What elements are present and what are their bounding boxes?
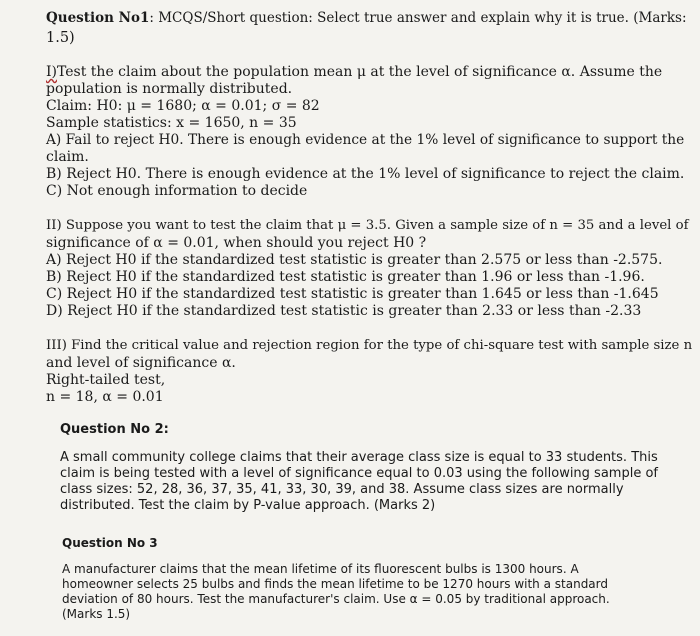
q1-heading-text: : MCQS/Short question: Select true answer and explain why it is true. (Marks: (149, 10, 687, 26)
q1-part3-params: n = 18, α = 0.01 (46, 389, 164, 405)
q1-part2-option-b: B) Reject H0 if the standardized test statistic is greater than 1.96 or less than -1.96. (46, 269, 645, 285)
q3-heading: Question No 3 (62, 536, 158, 550)
q1-part1-option-a: A) Fail to reject H0. There is enough evidence at the 1% level of significance to support the (46, 132, 685, 148)
q1-part3-question: III) Find the critical value and rejection region for the type of chi-square test with sample size n (46, 338, 693, 353)
q1-part1-marker: I) (46, 64, 57, 80)
q1-part1-sample-stats: Sample statistics: x = 1650, n = 35 (46, 115, 297, 131)
q3-line-3: deviation of 80 hours. Test the manufacturer's claim. Use α = 0.05 by traditional approach. (62, 592, 610, 606)
q2-line-4: distributed. Test the claim by P-value approach. (Marks 2) (60, 498, 436, 513)
q1-heading-label: Question No1 (46, 10, 150, 26)
q1-part2-option-c: C) Reject H0 if the standardized test statistic is greater than 1.645 or less than -1.645 (46, 286, 659, 302)
q2-heading: Question No 2: (60, 422, 169, 437)
q1-part1-option-a-cont: claim. (46, 149, 89, 165)
q2-line-3: class sizes: 52, 28, 36, 37, 35, 41, 33, 30, 39, and 38. Assume class sizes are normally (60, 482, 624, 497)
q1-part3-test-type: Right-tailed test, (46, 372, 166, 388)
q1-part1-line-2: population is normally distributed. (46, 81, 293, 97)
q2-line-1: A small community college claims that their average class size is equal to 33 students. This (60, 450, 658, 465)
q1-part2-option-a: A) Reject H0 if the standardized test statistic is greater than 2.575 or less than -2.575. (46, 252, 663, 268)
q1-part1-claim: Claim: H0: μ = 1680; α = 0.01; σ = 82 (46, 98, 320, 114)
q3-line-4: (Marks 1.5) (62, 607, 131, 621)
q1-part2-question-cont: significance of α = 0.01, when should you reject H0 ? (46, 235, 427, 251)
q1-part2-option-d: D) Reject H0 if the standardized test statistic is greater than 2.33 or less than -2.33 (46, 303, 642, 319)
q1-heading (46, 10, 687, 26)
q1-part1-line-1 (46, 64, 662, 80)
q1-part1-option-b: B) Reject H0. There is enough evidence at the 1% level of significance to reject the claim. (46, 166, 685, 182)
q3-line-1: A manufacturer claims that the mean lifetime of its fluorescent bulbs is 1300 hours. A (62, 562, 579, 576)
q1-part2-question: II) Suppose you want to test the claim that μ = 3.5. Given a sample size of n = 35 and a level of (46, 218, 689, 233)
q1-heading-continuation: 1.5) (46, 30, 75, 46)
q3-line-2: homeowner selects 25 bulbs and finds the mean lifetime to be 1270 hours with a standard (62, 577, 608, 591)
q1-part3-question-cont: and level of significance α. (46, 355, 236, 371)
q2-line-2: claim is being tested with a level of significance equal to 0.03 using the following sample of (60, 466, 658, 481)
q1-part1-option-c: C) Not enough information to decide (46, 183, 308, 199)
q1-part1-text: Test the claim about the population mean μ at the level of significance α. Assume the (57, 64, 663, 80)
